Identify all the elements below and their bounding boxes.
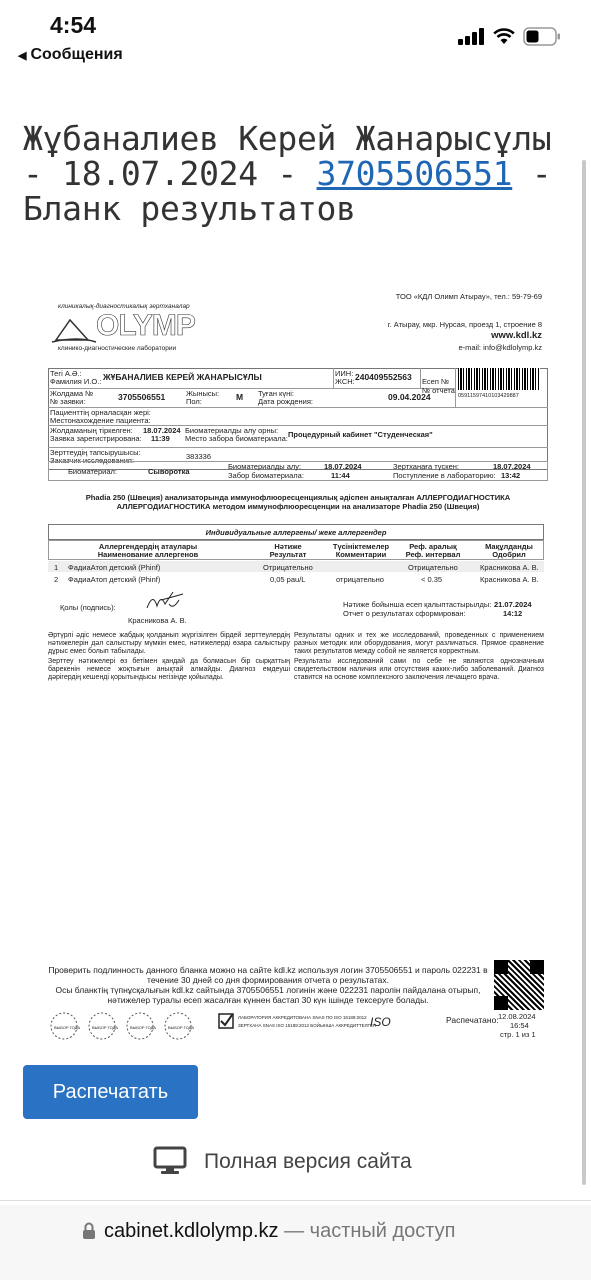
printed-date: 12.08.2024 xyxy=(498,1012,536,1021)
row-name: ФадиаАтоп детский (Phinf) xyxy=(68,575,161,584)
scrollbar[interactable] xyxy=(582,160,586,1185)
label-sample-place-kz: Биоматериалды алу орны: xyxy=(185,426,279,435)
label-name-ru: Фамилия И.О.: xyxy=(50,377,102,386)
email: e-mail: info@kdlolymp.kz xyxy=(458,343,542,352)
label-sample-place-ru: Место забора биоматериала: xyxy=(185,434,288,443)
sampling-date: 18.07.2024 xyxy=(324,462,362,471)
label-birth-kz: Туған күні: xyxy=(258,389,294,398)
label-report-ru: № отчета xyxy=(422,386,455,395)
label-name-kz: Тегі А.Ә.: xyxy=(50,369,82,378)
wifi-icon xyxy=(493,27,515,45)
label-registered-kz: Жолдаманың тіркелген: xyxy=(50,426,133,435)
method-kz: Phadia 250 (Швеция) анализаторында иммунофлюоресценциялық әдіспен анықталған АЛЛЕРГОДИАГНОСТИКА xyxy=(85,493,511,502)
row-ref: < 0.35 xyxy=(421,575,443,584)
header-ref-ru: Реф. интервал xyxy=(405,550,461,559)
label-registered-ru: Заявка зарегистрирована: xyxy=(50,434,142,443)
award-text-3: ВЫБОР ГОДА xyxy=(130,1025,157,1030)
header-ref-kz: Реф. аралық xyxy=(409,542,457,551)
report-date: 21.07.2024 xyxy=(494,600,532,609)
report-time: 14:12 xyxy=(503,609,523,618)
label-client-ru: Заказчик исследования: xyxy=(50,456,135,465)
row-name: ФадиаАтоп детский (Phinf) xyxy=(68,563,161,572)
lab-tagline-kz: клиникалық-диагностикалық зертханалар xyxy=(58,303,190,310)
header-approved-ru: Одобрил xyxy=(492,550,526,559)
row-num: 2 xyxy=(54,575,59,584)
label-referral-kz: Жолдама № xyxy=(50,389,94,398)
referral-no: 3705506551 xyxy=(118,392,166,402)
title-link[interactable]: 3705506551 xyxy=(316,154,513,193)
award-text-2: ВЫБОР ГОДА xyxy=(92,1025,119,1030)
divider xyxy=(0,1200,591,1201)
status-time: 4:54 xyxy=(50,12,97,38)
label-location-kz: Пациенттің орналасқан жері: xyxy=(50,408,151,417)
disclaimer-ru-2: Результаты исследований сами по себе не являются однозначным свидетельством наличия или отсутствия каких-либо заболеваний. Диагноз ставится на основе комплексного заключения лечащего врача. xyxy=(294,658,544,681)
label-sampling-kz: Биоматериалды алу: xyxy=(228,462,302,471)
back-to-messages[interactable] xyxy=(18,46,123,64)
biomaterial: Сыворотка xyxy=(148,467,190,476)
row-approved: Красникова А. В. xyxy=(480,563,539,572)
signer: Красникова А. В. xyxy=(128,616,187,625)
label-sex-kz: Жынысы: xyxy=(186,389,220,398)
verify-kz: Осы бланктің түпнұсқалығын kdl.kz сайтында 3705506551 логинін және 022231 паролін пайдалана отырып, нәтижелер туралы есеп жасалған күннен бастап 30 күн ішінде тексеруге болады. xyxy=(55,985,481,1005)
report-no: 05911597410103429887 xyxy=(458,393,519,399)
sampling-time: 11:44 xyxy=(331,471,350,480)
print-button[interactable]: Распечатать xyxy=(23,1065,198,1119)
label-birth-ru: Дата рождения: xyxy=(258,397,313,406)
received-date: 18.07.2024 xyxy=(493,462,531,471)
lock-icon xyxy=(82,1222,96,1240)
registered-time: 11:39 xyxy=(151,434,170,443)
iso-logo: ISO xyxy=(370,1015,391,1029)
label-iin-ru: ЖСН: xyxy=(335,377,355,386)
url-text[interactable] xyxy=(104,1220,456,1243)
label-report-kz: Есеп № xyxy=(422,377,450,386)
header-allergen-ru: Наименование аллергенов xyxy=(97,550,199,559)
back-label: Сообщения xyxy=(30,46,123,63)
header-result-kz: Нәтиже xyxy=(274,542,302,551)
url-privacy: — частный доступ xyxy=(278,1220,456,1242)
full-version-label: Полная версия сайта xyxy=(204,1150,412,1173)
address: г. Атырау, мкр. Нурсая, проезд 1, строение 8 xyxy=(387,320,542,329)
accreditation-2: ЗЕРТХАНА SNAS ISO 15189:2012 БОЙЫНША АККРЕДИТТЕЛГЕН xyxy=(238,1023,377,1028)
received-time: 13:42 xyxy=(501,471,521,480)
label-location-ru: Местонахождение пациента: xyxy=(50,416,151,425)
signal-icon xyxy=(458,28,484,45)
barcode-icon xyxy=(458,368,540,390)
accreditation-1: ЛАБОРАТОРИЯ АККРЕДИТОВАНА SNAS ПО ISO 15189:2012 xyxy=(238,1015,367,1020)
client-code: 383336 xyxy=(186,452,212,461)
header-result-ru: Результат xyxy=(269,550,307,559)
result-document xyxy=(48,290,548,700)
label-sex-ru: Пол: xyxy=(186,397,202,406)
header-approved-kz: Мақұлданды xyxy=(485,542,533,551)
back-arrow-icon: ◀ xyxy=(18,50,27,62)
sample-place: Процедурный кабинет "Студенческая" xyxy=(288,430,433,439)
printed-label: Распечатано: xyxy=(446,1015,499,1025)
report-formed-ru: Отчет о результатах сформирован: xyxy=(343,609,466,618)
report-formed-kz: Нәтиже бойынша есеп қалыптастырылды: xyxy=(343,600,492,609)
row-comment: отрицательно xyxy=(336,575,384,584)
label-iin-kz: ИИН: xyxy=(335,369,354,378)
patient-name: ЖҰБАНАЛИЕВ КЕРЕЙ ЖАНАРЫСҰЛЫ xyxy=(103,372,262,382)
award-text-1: ВЫБОР ГОДА xyxy=(54,1025,81,1030)
title-part2: - Бланк результатов xyxy=(23,154,552,228)
registered-date: 18.07.2024 xyxy=(143,426,181,435)
label-sampling-ru: Забор биоматериала: xyxy=(228,471,304,480)
signature-image xyxy=(143,588,188,614)
website: www.kdl.kz xyxy=(491,330,542,341)
company: ТОО «КДЛ Олимп Атырау», тел.: 59-79-69 xyxy=(395,292,542,301)
signature-label: Қолы (подпись): xyxy=(60,603,116,612)
label-biomaterial: Биоматериал: xyxy=(68,467,117,476)
logo-text: OLYMP xyxy=(96,309,195,342)
verify-ru: Проверить подлинность данного бланка можно на сайте kdl.kz используя логин 3705506551 и пароль 022231 в течение 30 дней со дня формирования отчета о результатах. xyxy=(48,965,488,985)
method-ru: АЛЛЕРГОДИАГНОСТИКА методом иммунофлюоресценции на анализаторе Phadia 250 (Швеция) xyxy=(116,502,480,511)
iin: 240409552563 xyxy=(355,372,412,382)
title-part1: Жұбаналиев Керей Жанарысұлы - 18.07.2024 - xyxy=(23,119,552,193)
monitor-icon xyxy=(153,1146,187,1176)
row-approved: Красникова А. В. xyxy=(480,575,539,584)
row-num: 1 xyxy=(54,563,59,572)
page-title xyxy=(23,121,573,226)
label-client-kz: Зерттеудің тапсырушысы: xyxy=(50,448,141,457)
printed-time: 16:54 xyxy=(510,1021,529,1030)
award-text-4: ВЫБОР ГОДА xyxy=(168,1025,195,1030)
label-received-ru: Поступление в лабораторию: xyxy=(393,471,496,480)
qr-code-icon xyxy=(494,960,544,1010)
lab-tagline-ru: клинико-диагностические лаборатории xyxy=(58,345,177,352)
label-received-kz: Зертханаға түскен: xyxy=(393,462,459,471)
row-result: Отрицательно xyxy=(263,563,313,572)
birth-date: 09.04.2024 xyxy=(388,392,431,402)
header-comment-ru: Комментарии xyxy=(335,550,387,559)
battery-icon xyxy=(523,27,561,46)
disclaimer-ru-1: Результаты одних и тех же исследований, проведенных с применением разных методик или оборудования, могут различаться. Прямое сравнение таких результатов между собой не является корректным. xyxy=(294,632,544,655)
label-referral-ru: № заявки: xyxy=(50,397,86,406)
row-ref: Отрицательно xyxy=(408,563,458,572)
header-comment-kz: Түсініктемелер xyxy=(332,542,390,551)
page-number: стр. 1 из 1 xyxy=(500,1030,536,1039)
check-icon xyxy=(218,1013,234,1029)
disclaimer-kz-1: Әртүрлі әдіс немесе жабдық қолданып жүргізілген бірдей зерттеулердің нәтижелерін дәл салыстыру мүмкін емес, нәтижелерді өзара салыстыру дұрыс емес болып табылады. xyxy=(48,632,290,655)
sex: М xyxy=(236,392,244,402)
header-allergen-kz: Аллергендердің атаулары xyxy=(98,542,198,551)
row-result: 0,05 pau/L xyxy=(270,575,306,584)
disclaimer-kz-2: Зерттеу нәтижелері өз бетімен қандай да болмасын бір сырқаттың барекенін немесе жоқтығын анықтай алмайды. Диагноз емдеуші дәрігердің кешенді қорытындысы негізінде қойылады. xyxy=(48,658,290,681)
url-domain: cabinet.kdlolymp.kz xyxy=(104,1220,279,1242)
section-title: Индивидуальные аллергены/ жеке аллергендер xyxy=(205,528,387,537)
document-footer xyxy=(48,960,548,1045)
